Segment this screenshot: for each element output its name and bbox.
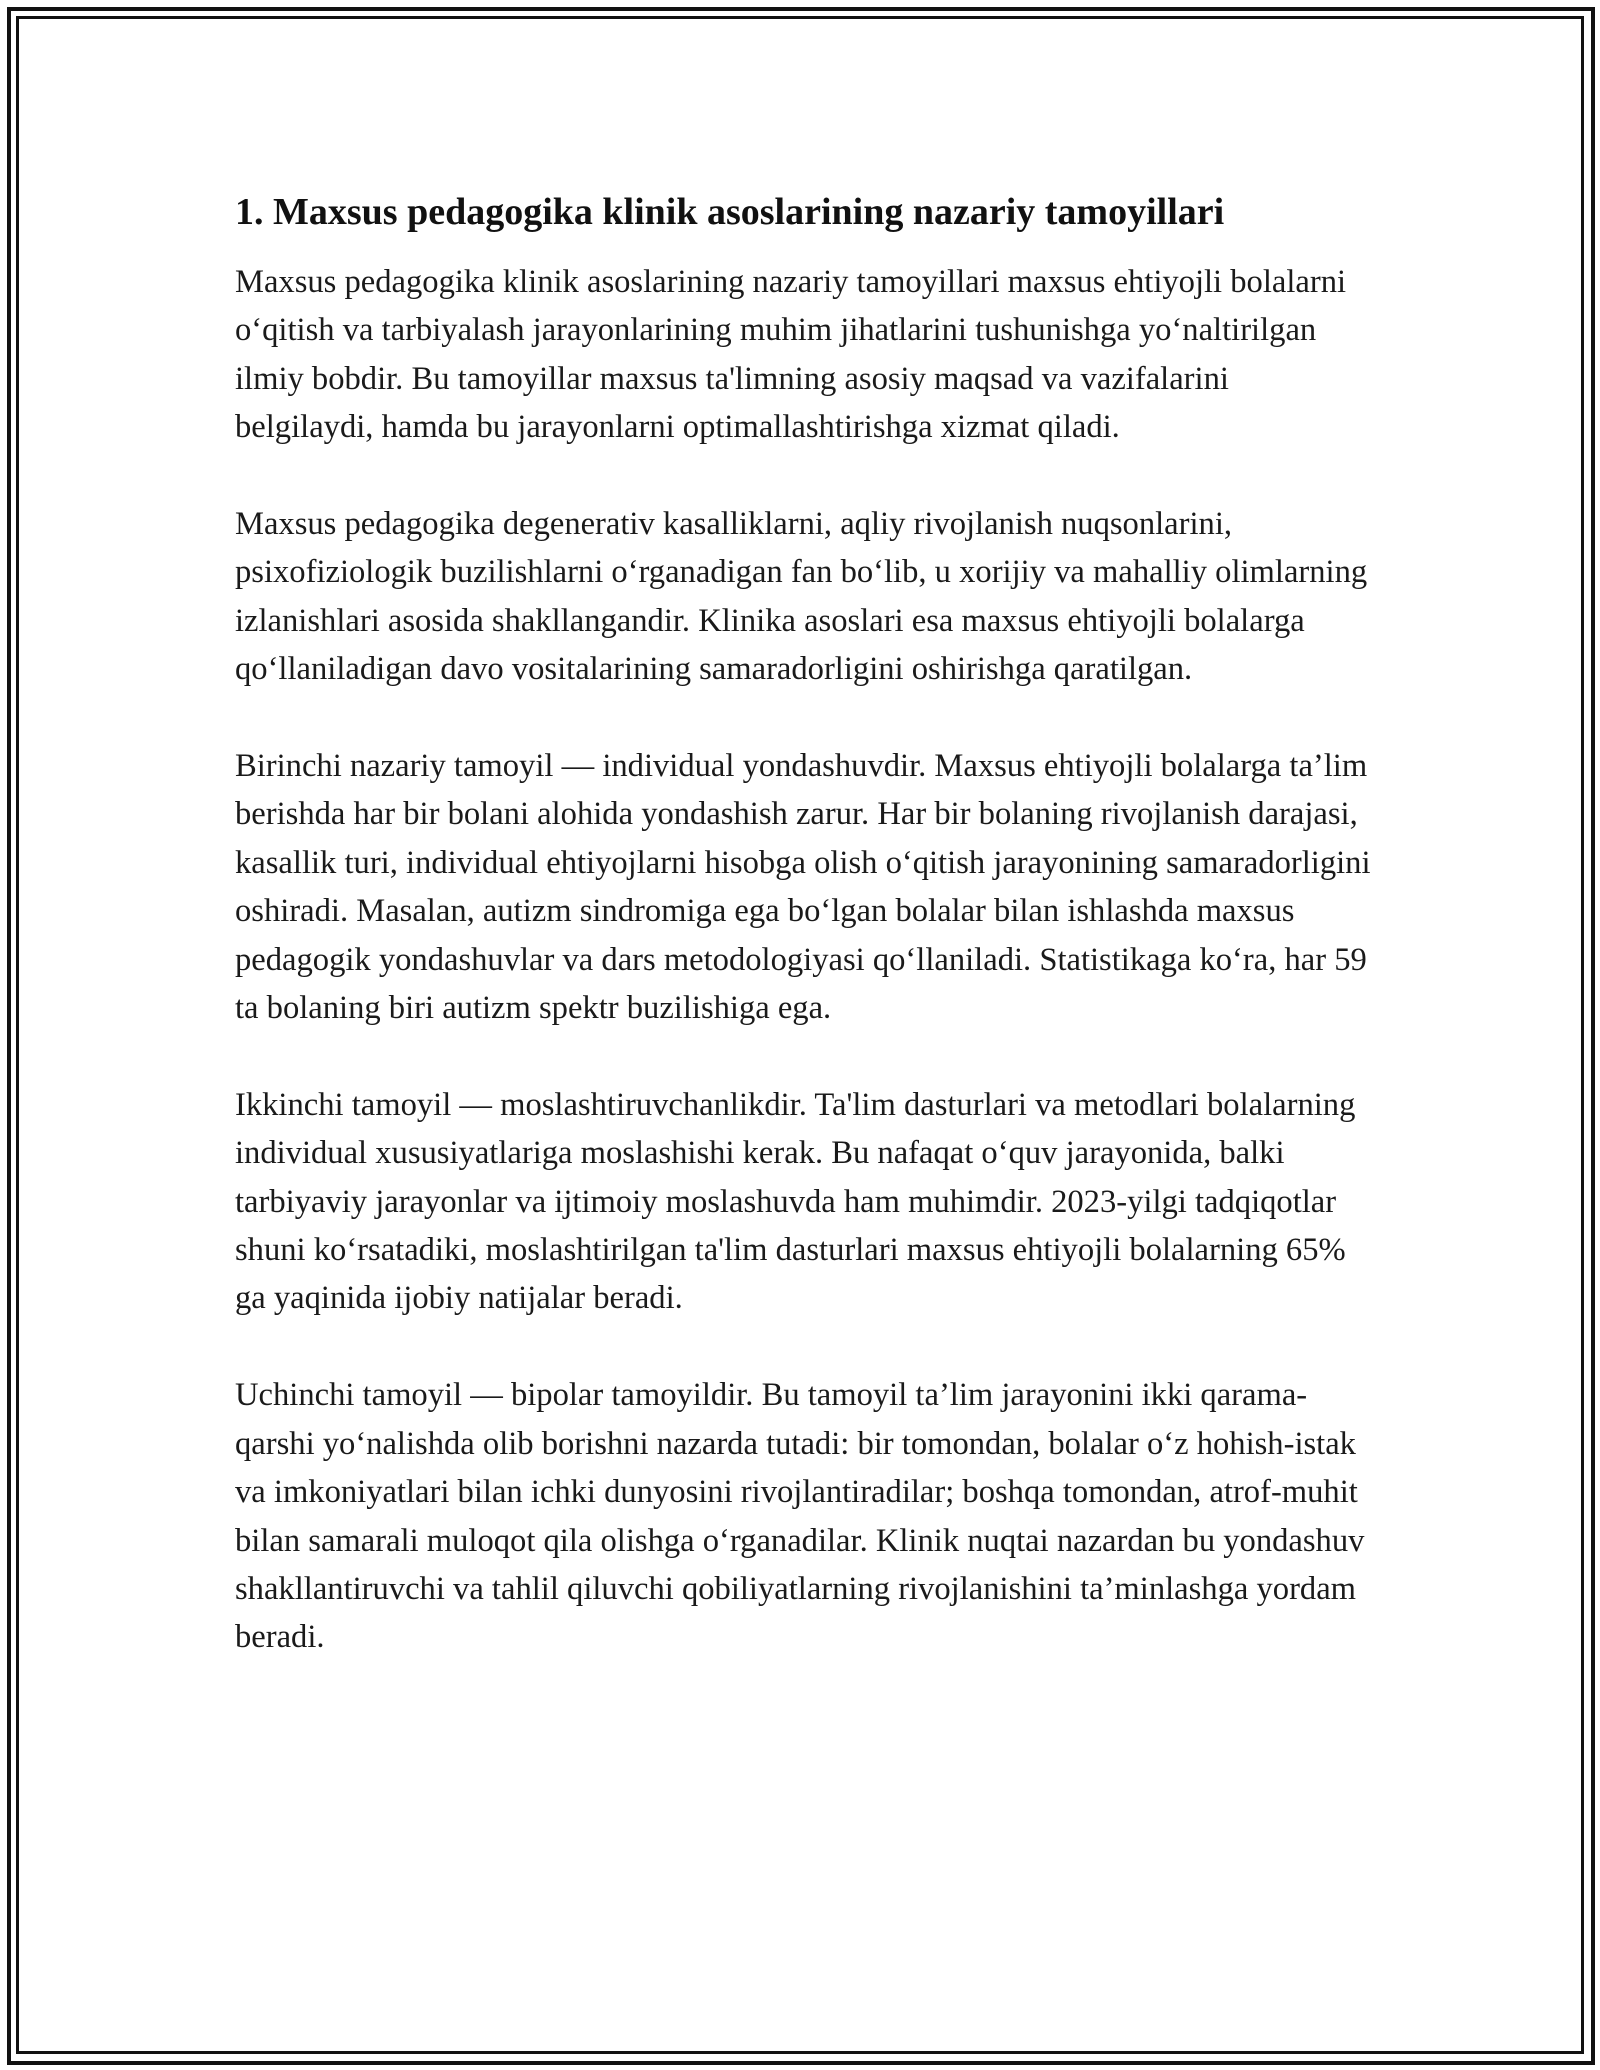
section-heading: 1. Maxsus pedagogika klinik asoslarining nazariy tamoyillari (235, 191, 1225, 233)
paragraph-intro: Maxsus pedagogika klinik asoslarining nazariy tamoyillari maxsus ehtiyojli bolalarni o‘qitish va tarbiyalash jarayonlarining muhim jihatlarini tushunishga yo‘naltirilgan ilmiy bobdir. Bu tamoyillar maxsus ta'limning asosiy maqsad va vazifalarini belgilaydi, hamda bu jarayonlarni optimallashtirishga xizmat qiladi. (235, 264, 1347, 446)
paragraph-first-principle: Birinchi nazariy tamoyil — individual yondashuvdir. Maxsus ehtiyojli bolalarga ta’lim berishda har bir bolani alohida yondashish zarur. Har bir bolaning rivojlanish darajasi, kasallik turi, individual ehtiyojlarni hisobga olish o‘qitish jarayonining samaradorligini oshiradi. Masalan, autizm sindromiga ega bo‘lgan bolalar bilan ishlashda maxsus pedagogik yondashuvlar va dars metodologiyasi qo‘llaniladi. Statistikaga ko‘ra, har 59 ta bolaning biri autizm spektr buzilishiga ega. (235, 748, 1371, 1027)
paragraph-definition: Maxsus pedagogika degenerativ kasalliklarni, aqliy rivojlanish nuqsonlarini, psixofiziologik buzilishlarni o‘rganadigan fan bo‘lib, u xorijiy va mahalliy olimlarning izlanishlari asosida shakllangandir. Klinika asoslari esa maxsus ehtiyojli bolalarga qo‘llaniladigan davo vositalarining samaradorligini oshirishga qaratilgan. (235, 506, 1368, 688)
paragraph-second-principle: Ikkinchi tamoyil — moslashtiruvchanlikdir. Ta'lim dasturlari va metodlari bolalarning individual xususiyatlariga moslashishi kerak. Bu nafaqat o‘quv jarayonida, balki tarbiyaviy jarayonlar va ijtimoiy moslashuvda ham muhimdir. 2023-yilgi tadqiqotlar shuni ko‘rsatadiki, moslashtirilgan ta'lim dasturlari maxsus ehtiyojli bolalarning 65% ga yaqinida ijobiy natijalar beradi. (235, 1086, 1356, 1317)
paragraph-third-principle: Uchinchi tamoyil — bipolar tamoyildir. Bu tamoyil ta’lim jarayonini ikki qarama-qarshi yo‘nalishda olib borishni nazarda tutadi: bir tomondan, bolalar o‘z hohish-istak va imkoniyatlari bilan ichki dunyosini rivojlantiradilar; boshqa tomondan, atrof-muhit bilan samarali muloqot qila olishga o‘rganadilar. Klinik nuqtai nazardan bu yondashuv shakllantiruvchi va tahlil qiluvchi qobiliyatlarning rivojlanishini ta’minlashga yordam beradi. (235, 1377, 1365, 1656)
document-body (235, 188, 1375, 1662)
